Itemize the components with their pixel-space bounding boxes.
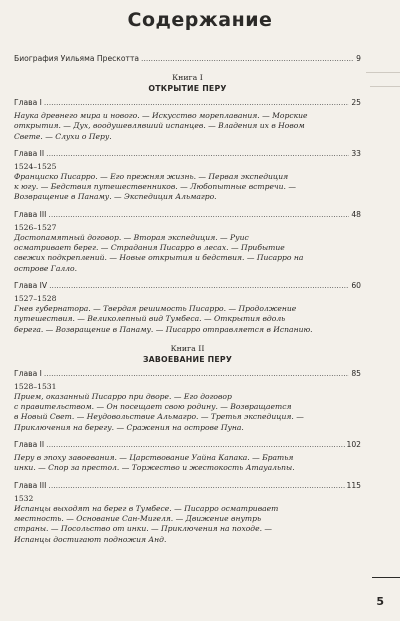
toc-entry-label: Биография Уильяма Прескотта [14, 54, 140, 63]
toc-entry-label: Глава I [14, 368, 42, 378]
chapter-summary-line: путешествия. — Великолепный вид Тумбеса. — Открытия вдоль [14, 314, 286, 324]
toc-chapter [14, 149, 361, 203]
leader-dots [48, 210, 349, 220]
chapter-summary-line: Гнев губернатора. — Твердая решимость Писарро. — Продолжение [14, 303, 297, 313]
toc-entry-chapter[interactable] [14, 210, 361, 220]
toc-entry-chapter[interactable] [14, 281, 361, 291]
toc-entry-chapter[interactable] [14, 440, 361, 450]
chapter-summary-line: Достопамятный договор. — Вторая экспедиция. — Руис [14, 232, 249, 242]
toc-chapter [14, 481, 361, 545]
chapter-summary-line: Приключения на берегу. — Сражения на острове Пуна. [14, 422, 244, 432]
toc-entry-label: Глава II [14, 148, 45, 158]
toc-entry-label: Глава I [14, 98, 42, 107]
leader-dots [49, 281, 349, 291]
chapter-summary-line: страны. — Посольство от инки. — Приключения на походе. — [14, 524, 273, 534]
chapter-summary-line: Свете. — Слухи о Перу. [14, 131, 112, 141]
chapter-summary-line: в Новый Свет. — Неудовольствие Альмагро. — Третья экспедиция. — [14, 412, 304, 422]
toc-entry-page: 60 [351, 280, 361, 290]
toc-entry-chapter[interactable] [14, 369, 361, 379]
chapter-summary-line: Испанцы достигают подножия Анд. [14, 534, 167, 544]
chapter-summary-line: Прием, оказанный Писарро при дворе. — Его договор [14, 391, 232, 401]
toc-entry-label: Глава IV [14, 280, 48, 290]
page-number: 5 [376, 595, 384, 608]
chapter-summary-line: берега. — Возвращение в Панаму. — Писарро отправляется в Испанию. [14, 324, 313, 334]
book-heading: Книга I [172, 73, 203, 82]
toc-chapter [14, 210, 361, 274]
chapter-summary-line: местность. — Основание Сан-Мигеля. — Движение внутрь [14, 513, 262, 523]
chapter-summary-line: Перу в эпоху завоевания. — Царствование Уайна Капака. — Братья [14, 453, 294, 463]
toc-entry-page: 115 [346, 480, 361, 490]
chapter-summary-line: Наука древнего мира и нового. — Искусство мореплавания. — Морские [14, 111, 308, 120]
leader-dots [44, 369, 349, 379]
book-subtitle: ОТКРЫТИЕ ПЕРУ [148, 84, 227, 93]
bleed-line [366, 72, 400, 73]
chapter-years: 1527–1528 [14, 293, 57, 303]
page-number-rule [372, 577, 400, 578]
chapter-years: 1532 [14, 493, 34, 503]
toc-entry-chapter[interactable] [14, 98, 361, 108]
toc-chapter [14, 98, 361, 142]
chapter-summary-line: открытия. — Дух, воодушевлявший испанцев. — Владения их в Новом [14, 121, 305, 131]
chapter-summary-line: Возвращение в Панаму. — Экспедиция Альмагро. [14, 192, 217, 202]
toc-entry-page: 85 [351, 368, 361, 378]
chapter-years: 1526–1527 [14, 222, 57, 232]
chapter-summary-line: инки. — Спор за престол. — Торжество и жестокость Атауальпы. [14, 463, 295, 473]
chapter-years: 1524–1525 [14, 161, 57, 171]
book-chapters [14, 98, 361, 335]
toc-entry-page: 25 [351, 98, 361, 107]
page-title: Содержание [127, 9, 273, 31]
book-subtitle: ЗАВОЕВАНИЕ ПЕРУ [142, 354, 233, 364]
leader-dots [141, 54, 354, 64]
toc-chapter [14, 440, 361, 474]
chapter-summary-line: с правительством. — Он посещает свою родину. — Возвращается [14, 402, 292, 412]
toc-chapter [14, 369, 361, 433]
toc-entry-biography[interactable] [14, 54, 361, 64]
bleed-line [370, 86, 400, 87]
toc-entry-page: 48 [351, 209, 361, 219]
chapter-summary-line: свежих подкреплений. — Новые открытия и бедствия. — Писарро на [14, 253, 304, 263]
chapter-summary-line: острове Галло. [14, 263, 77, 273]
leader-dots [46, 440, 344, 450]
toc-entry-chapter[interactable] [14, 149, 361, 159]
chapter-summary-line: осматривает берег. — Страдания Писарро в лесах. — Прибытие [14, 243, 285, 253]
toc-entry-page: 102 [346, 440, 361, 450]
chapter-summary-line: Испанцы выходят на берег в Тумбесе. — Писарро осматривает [14, 503, 279, 513]
leader-dots [48, 481, 344, 491]
toc-chapter [14, 281, 361, 335]
toc-entry-label: Глава II [14, 440, 45, 450]
chapter-summary-line: к югу. — Бедствия путешественников. — Любопытные встречи. — [14, 182, 296, 192]
book-chapters [14, 369, 361, 545]
toc-entry-page: 33 [351, 148, 361, 158]
leader-dots [44, 98, 349, 108]
chapter-years: 1528–1531 [14, 381, 57, 391]
toc-entry-page: 9 [356, 54, 361, 63]
chapter-summary-line: Франциско Писарро. — Его прежняя жизнь. — Первая экспедиция [14, 171, 289, 181]
toc-entry-label: Глава III [14, 480, 47, 490]
table-of-contents [14, 50, 361, 545]
toc-entry-label: Глава III [14, 209, 47, 219]
toc-entry-chapter[interactable] [14, 481, 361, 491]
book-heading: Книга II [170, 343, 205, 353]
leader-dots [46, 149, 349, 159]
